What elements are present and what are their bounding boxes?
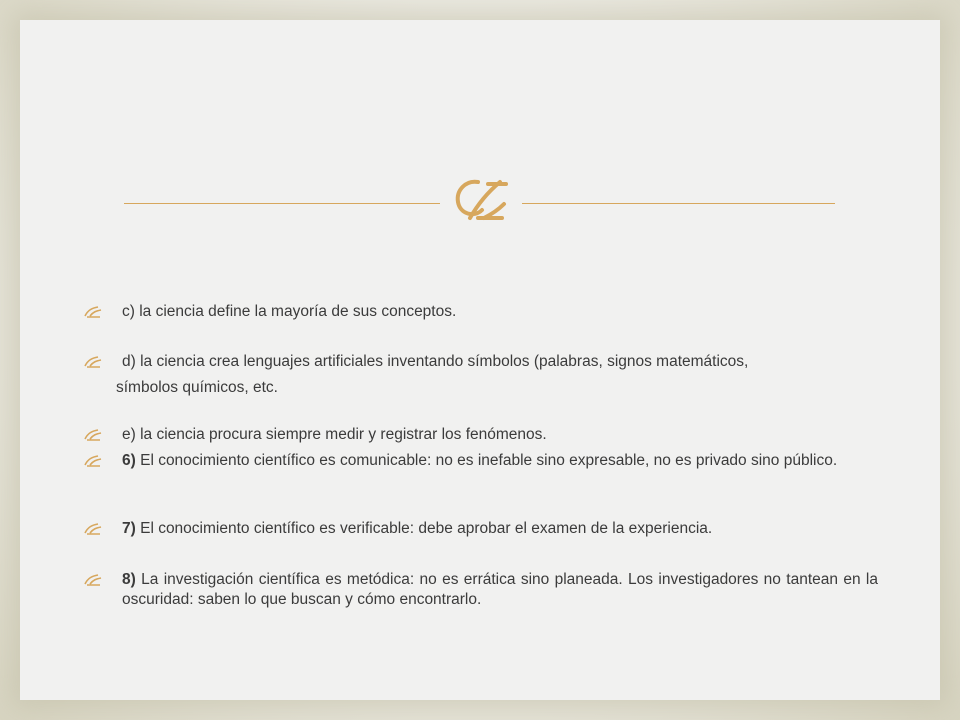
quill-bullet-icon [84, 356, 102, 368]
quill-bullet-icon [84, 455, 102, 467]
flourish-ornament-icon [448, 174, 514, 226]
quill-bullet-icon [84, 574, 102, 586]
divider-left [124, 203, 440, 204]
quill-bullet-icon [84, 306, 102, 318]
quill-bullet-icon [84, 523, 102, 535]
quill-bullet-icon [84, 429, 102, 441]
divider-right [522, 203, 835, 204]
